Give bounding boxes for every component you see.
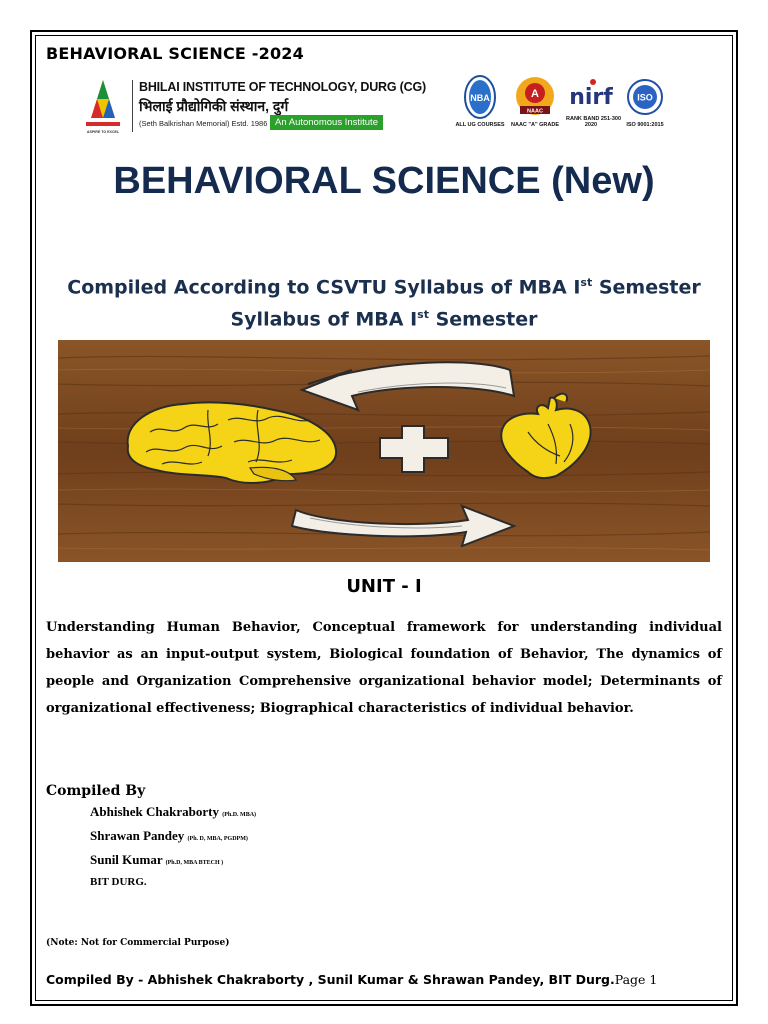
institute-separator	[132, 80, 133, 132]
accreditation-naac	[510, 74, 560, 138]
bit-logo-icon	[82, 78, 124, 136]
institute-branding	[82, 78, 426, 138]
author-1	[90, 804, 256, 820]
author-2	[90, 828, 248, 844]
cover-banner-image	[58, 340, 710, 562]
header-title: BEHAVIORAL SCIENCE -2024	[46, 44, 304, 63]
subtitle-line-1-text: Compiled According to CSVTU Syllabus of MBA I	[67, 276, 581, 299]
disclaimer-note: (Note: Not for Commercial Purpose)	[46, 938, 230, 948]
accreditation-nba	[455, 74, 505, 138]
nba-label: NBA	[470, 93, 490, 103]
nirf-label: nirf	[569, 85, 613, 110]
author-3	[90, 852, 223, 868]
accreditation-nirf	[566, 74, 622, 138]
iso-caption: ISO 9001:2015	[626, 122, 664, 128]
subtitle-line-1-sup: st	[580, 276, 593, 289]
document-title: BEHAVIORAL SCIENCE (New)	[113, 160, 655, 202]
autonomous-badge: An Autonomous Institute	[270, 115, 383, 130]
unit-description: Understanding Human Behavior, Conceptual framework for understanding individual behavior as an input-output system, Biological foundation of Behavior, The dynamics of people and Organization Comprehensive organizational behavior model; Determinants of organizational effectiveness; Biographical characteristics of individual behavior.	[46, 620, 722, 716]
iso-icon	[625, 74, 665, 120]
compiled-by-heading: Compiled By	[46, 783, 146, 799]
nba-icon	[463, 74, 497, 120]
author-org: BIT DURG.	[90, 876, 147, 888]
subtitle-line-2	[0, 308, 768, 330]
subtitle-line-2-end: Semester	[428, 308, 538, 331]
naac-grade: A	[531, 88, 539, 100]
accreditation-iso	[620, 74, 670, 138]
author-2-name: Shrawan Pandey	[90, 828, 185, 843]
subtitle-line-1	[0, 276, 768, 298]
naac-label: NAAC	[527, 108, 543, 115]
subtitle-line-2-sup: st	[417, 308, 429, 321]
page-footer	[46, 972, 657, 987]
author-1-name: Abhishek Chakraborty	[90, 804, 219, 819]
naac-icon	[512, 74, 558, 120]
iso-label: ISO	[637, 92, 653, 103]
nirf-caption-line2: 2020	[584, 122, 598, 128]
author-2-credentials: (Ph. D, MBA, PGDPM)	[187, 836, 248, 842]
nirf-icon	[568, 74, 614, 114]
nirf-caption-line1: RANK BAND 251-300	[566, 116, 622, 122]
naac-caption: NAAC "A" GRADE	[511, 122, 559, 128]
author-3-name: Sunil Kumar	[90, 852, 163, 867]
logo-caption: ASPIRE TO EXCEL	[86, 130, 120, 134]
institute-name-hindi: भिलाई प्रौद्योगिकी संस्थान, दुर्ग	[139, 98, 289, 114]
institute-estd: (Seth Balkrishan Memorial) Estd. 1986	[139, 119, 268, 128]
unit-title: UNIT - I	[346, 576, 422, 597]
author-3-credentials: (Ph.D, MBA BTECH )	[165, 860, 224, 866]
nirf-caption	[566, 116, 622, 128]
institute-name: BHILAI INSTITUTE OF TECHNOLOGY, DURG (CG)	[139, 80, 426, 94]
brain-heart-illustration	[58, 340, 710, 562]
page-number: Page 1	[614, 972, 658, 987]
subtitle-line-2-text: Syllabus of MBA I	[230, 308, 418, 331]
subtitle-line-1-end: Semester	[592, 276, 701, 299]
author-1-credentials: (Ph.D. MBA)	[222, 812, 257, 818]
footer-text: Compiled By - Abhishek Chakraborty , Sunil Kumar & Shrawan Pandey, BIT Durg.	[46, 972, 615, 987]
nba-caption: ALL UG COURSES	[455, 122, 505, 128]
